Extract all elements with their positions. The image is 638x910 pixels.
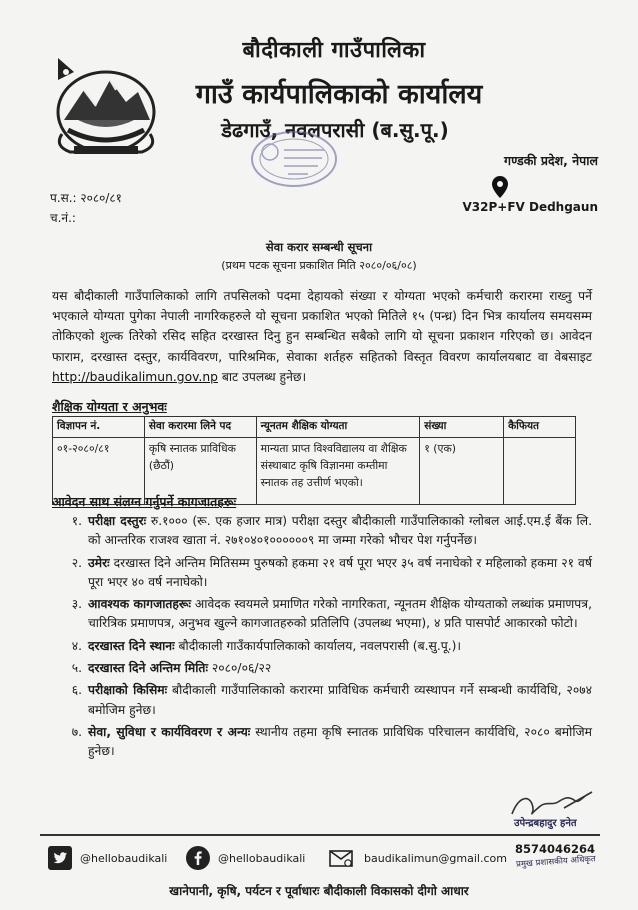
signatory-name: उपेन्द्रबहादुर हनेत: [514, 818, 577, 829]
item-number: २.: [71, 555, 82, 570]
list-item: [52, 637, 592, 656]
item-text: दरखास्त दिने अन्तिम मितिसम्म पुरुषको हकमा २१ वर्ष पूरा भएर ३५ वर्ष ननाघेको र महिलाको हकमा २१ वर्ष पूरा भएर ४० वर्ष ननाघेको।: [88, 555, 592, 589]
notice-body-text: यस बौदीकाली गाउँपालिकाको लागि तपसिलको पदमा देहायको संख्या र योग्यता भएको कर्मचारी करारमा राख्नु पर्ने भएकाले योग्यता पुगेका नेपाली नागरिकहरुले यो सूचना प्रकाशित भएको मितिले १५ (पन्ध्र) दिन भित्र कार्यालय समयसम्म तोकिएको शुल्क तिरेको रसिद सहित दरखास्त दिनु हुन सम्बन्धित सबैको लागि यो सूचना प्रकाशन गरिएको छ। आवेदन फाराम, दरखास्त दस्तुर, कार्यविवरण, पारिश्रमिक, सेवाका शर्तहरु सहितको विस्तृत विवरण कार्यालयबाट वा वेबसाइट: [52, 289, 592, 364]
cell-post: कृषि स्नातक प्राविधिक (छैठौं): [144, 438, 256, 505]
item-number: ५.: [71, 661, 82, 676]
chalani-number: च.नं.:: [50, 211, 76, 225]
list-item: [52, 681, 592, 720]
patra-sankhya: प.स.: २०८०/८१: [50, 191, 122, 205]
cell-remarks: [504, 438, 576, 505]
col-header-post: सेवा करारमा लिने पद: [144, 417, 256, 438]
twitter-handle-text: @hellobaudikali: [80, 851, 168, 865]
footer-slogan: खानेपानी, कृषि, पर्यटन र पूर्वाधारः बौदीकाली विकासको दीगो आधार: [169, 884, 469, 898]
item-text: बौदीकाली गाउँपालिकाको करारमा प्राविधिक कर्मचारी व्यस्थापन गर्ने सम्बन्धी कार्यविधि, २०७४ बमोजिम हुनेछ।: [88, 683, 592, 717]
item-text: बौदीकाली गाउँकार्यपालिकाको कार्यालय, नवलपरासी (ब.सु.पू.)।: [174, 638, 462, 653]
list-item: [52, 659, 592, 678]
notice-title: सेवा करार सम्बन्धी सूचना: [265, 240, 373, 254]
signatory-title: प्रमुख प्रशासकीय अधिकृत: [515, 854, 597, 870]
email-text: baudikalimun@gmail.com: [364, 851, 507, 865]
email-contact[interactable]: [326, 844, 507, 872]
facebook-handle-text: @hellobaudikali: [218, 851, 306, 865]
list-item: [52, 512, 592, 551]
table-header-row: [53, 417, 576, 438]
item-text: २०८०/०६/२२: [207, 661, 272, 676]
cell-qualification: मान्यता प्राप्त विश्वविद्यालय वा शैक्षिक संस्थाबाट कृषि विज्ञानमा कम्तीमा स्नातक तह उत्तीर्ण भएको।: [256, 438, 420, 505]
notice-body-end: बाट उपलब्ध हुनेछ।: [217, 369, 307, 384]
col-header-count: संख्या: [420, 417, 504, 438]
notice-body: [52, 286, 592, 387]
footer-divider: [40, 834, 600, 836]
item-label: सेवा, सुविधा र कार्यविवरण र अन्यः: [88, 724, 251, 739]
signature-mark: [508, 788, 598, 822]
item-label: दरखास्त दिने स्थानः: [88, 638, 175, 653]
item-text: स्थानीय तहमा कृषि स्नातक प्राविधिक परिचालन कार्यविधि, २०८० बमोजिम हुनेछ।: [88, 724, 592, 759]
documents-list: [52, 512, 592, 762]
item-text: रु.१००० (रू. एक हजार मात्र) परीक्षा दस्तुर बौदीकाली गाउँपालिकाको ग्लोबल आई.एम.ई बैंक लि. को आन्तरिक राजश्व खाता नं. २७१०४०१००००००९ मा जम्मा गरेको भौचर पेश गर्नुपर्नेछ।: [88, 514, 592, 548]
item-number: ४.: [71, 638, 82, 653]
notice-subtitle: (प्रथम पटक सूचना प्रकाशित मिति २०८०/०६/०८): [221, 259, 417, 272]
office-stamp: [248, 128, 340, 190]
documents-heading: आवेदन साथ संलग्न गर्नुपर्ने कागजातहरूः: [52, 494, 237, 509]
item-label: उमेरः: [88, 555, 110, 570]
list-item: [52, 723, 592, 762]
office-name: गाउँ कार्यपालिकाको कार्यालय: [195, 79, 483, 110]
facebook-handle[interactable]: [186, 844, 305, 872]
col-header-qualification: न्यूनतम शैक्षिक योग्यता: [256, 417, 420, 438]
location-pin-icon: [492, 176, 508, 198]
website-link[interactable]: http://baudikalimun.gov.np: [52, 369, 218, 384]
facebook-icon: [186, 846, 210, 870]
cell-ad-no: ०१-२०८०/८१: [53, 438, 145, 505]
reference-block: [50, 188, 122, 228]
phone-number[interactable]: 8574046264: [515, 842, 596, 856]
twitter-icon: [48, 846, 72, 870]
item-number: १.: [71, 514, 82, 528]
twitter-handle[interactable]: [48, 844, 167, 872]
qualification-table: [52, 416, 576, 505]
item-label: परीक्षाको किसिमः: [88, 683, 168, 698]
municipality-name: बौदीकाली गाउँपालिका: [242, 38, 426, 63]
list-item: [52, 595, 592, 634]
list-item: [52, 554, 592, 593]
item-label: परीक्षा दस्तुरः: [88, 514, 147, 528]
qualification-heading: शैक्षिक योग्यता र अनुभवः: [52, 399, 167, 414]
province-label: गण्डकी प्रदेश, नेपाल: [504, 153, 598, 168]
office-address: डेढगाउँ, नवलपरासी (ब.सु.पू.): [221, 118, 449, 142]
col-header-ad-no: विज्ञापन नं.: [53, 417, 145, 438]
item-label: आवश्यक कागजातहरूः: [88, 597, 191, 612]
item-number: ६.: [71, 683, 82, 698]
col-header-remarks: कैफियत: [504, 417, 576, 438]
item-text: आवेदक स्वयमले प्रमाणित गरेको नागरिकता, न्यूनतम शैक्षिक योग्यताको लब्धांक प्रमाणपत्र, चारित्रिक प्रमाणपत्र, अनुभव खुल्ने कागजातहरुको प्रतिलिपि (उपलब्ध भएमा), ४ प्रति पासपोर्ट आकारको फोटो।: [88, 597, 592, 631]
item-number: ३.: [71, 597, 82, 612]
item-label: दरखास्त दिने अन्तिम मितिः: [88, 661, 208, 676]
email-icon: [326, 846, 356, 870]
plus-code: V32P+FV Dedhgaun: [462, 200, 598, 214]
cell-count: १ (एक): [420, 438, 504, 505]
item-number: ७.: [71, 724, 82, 739]
